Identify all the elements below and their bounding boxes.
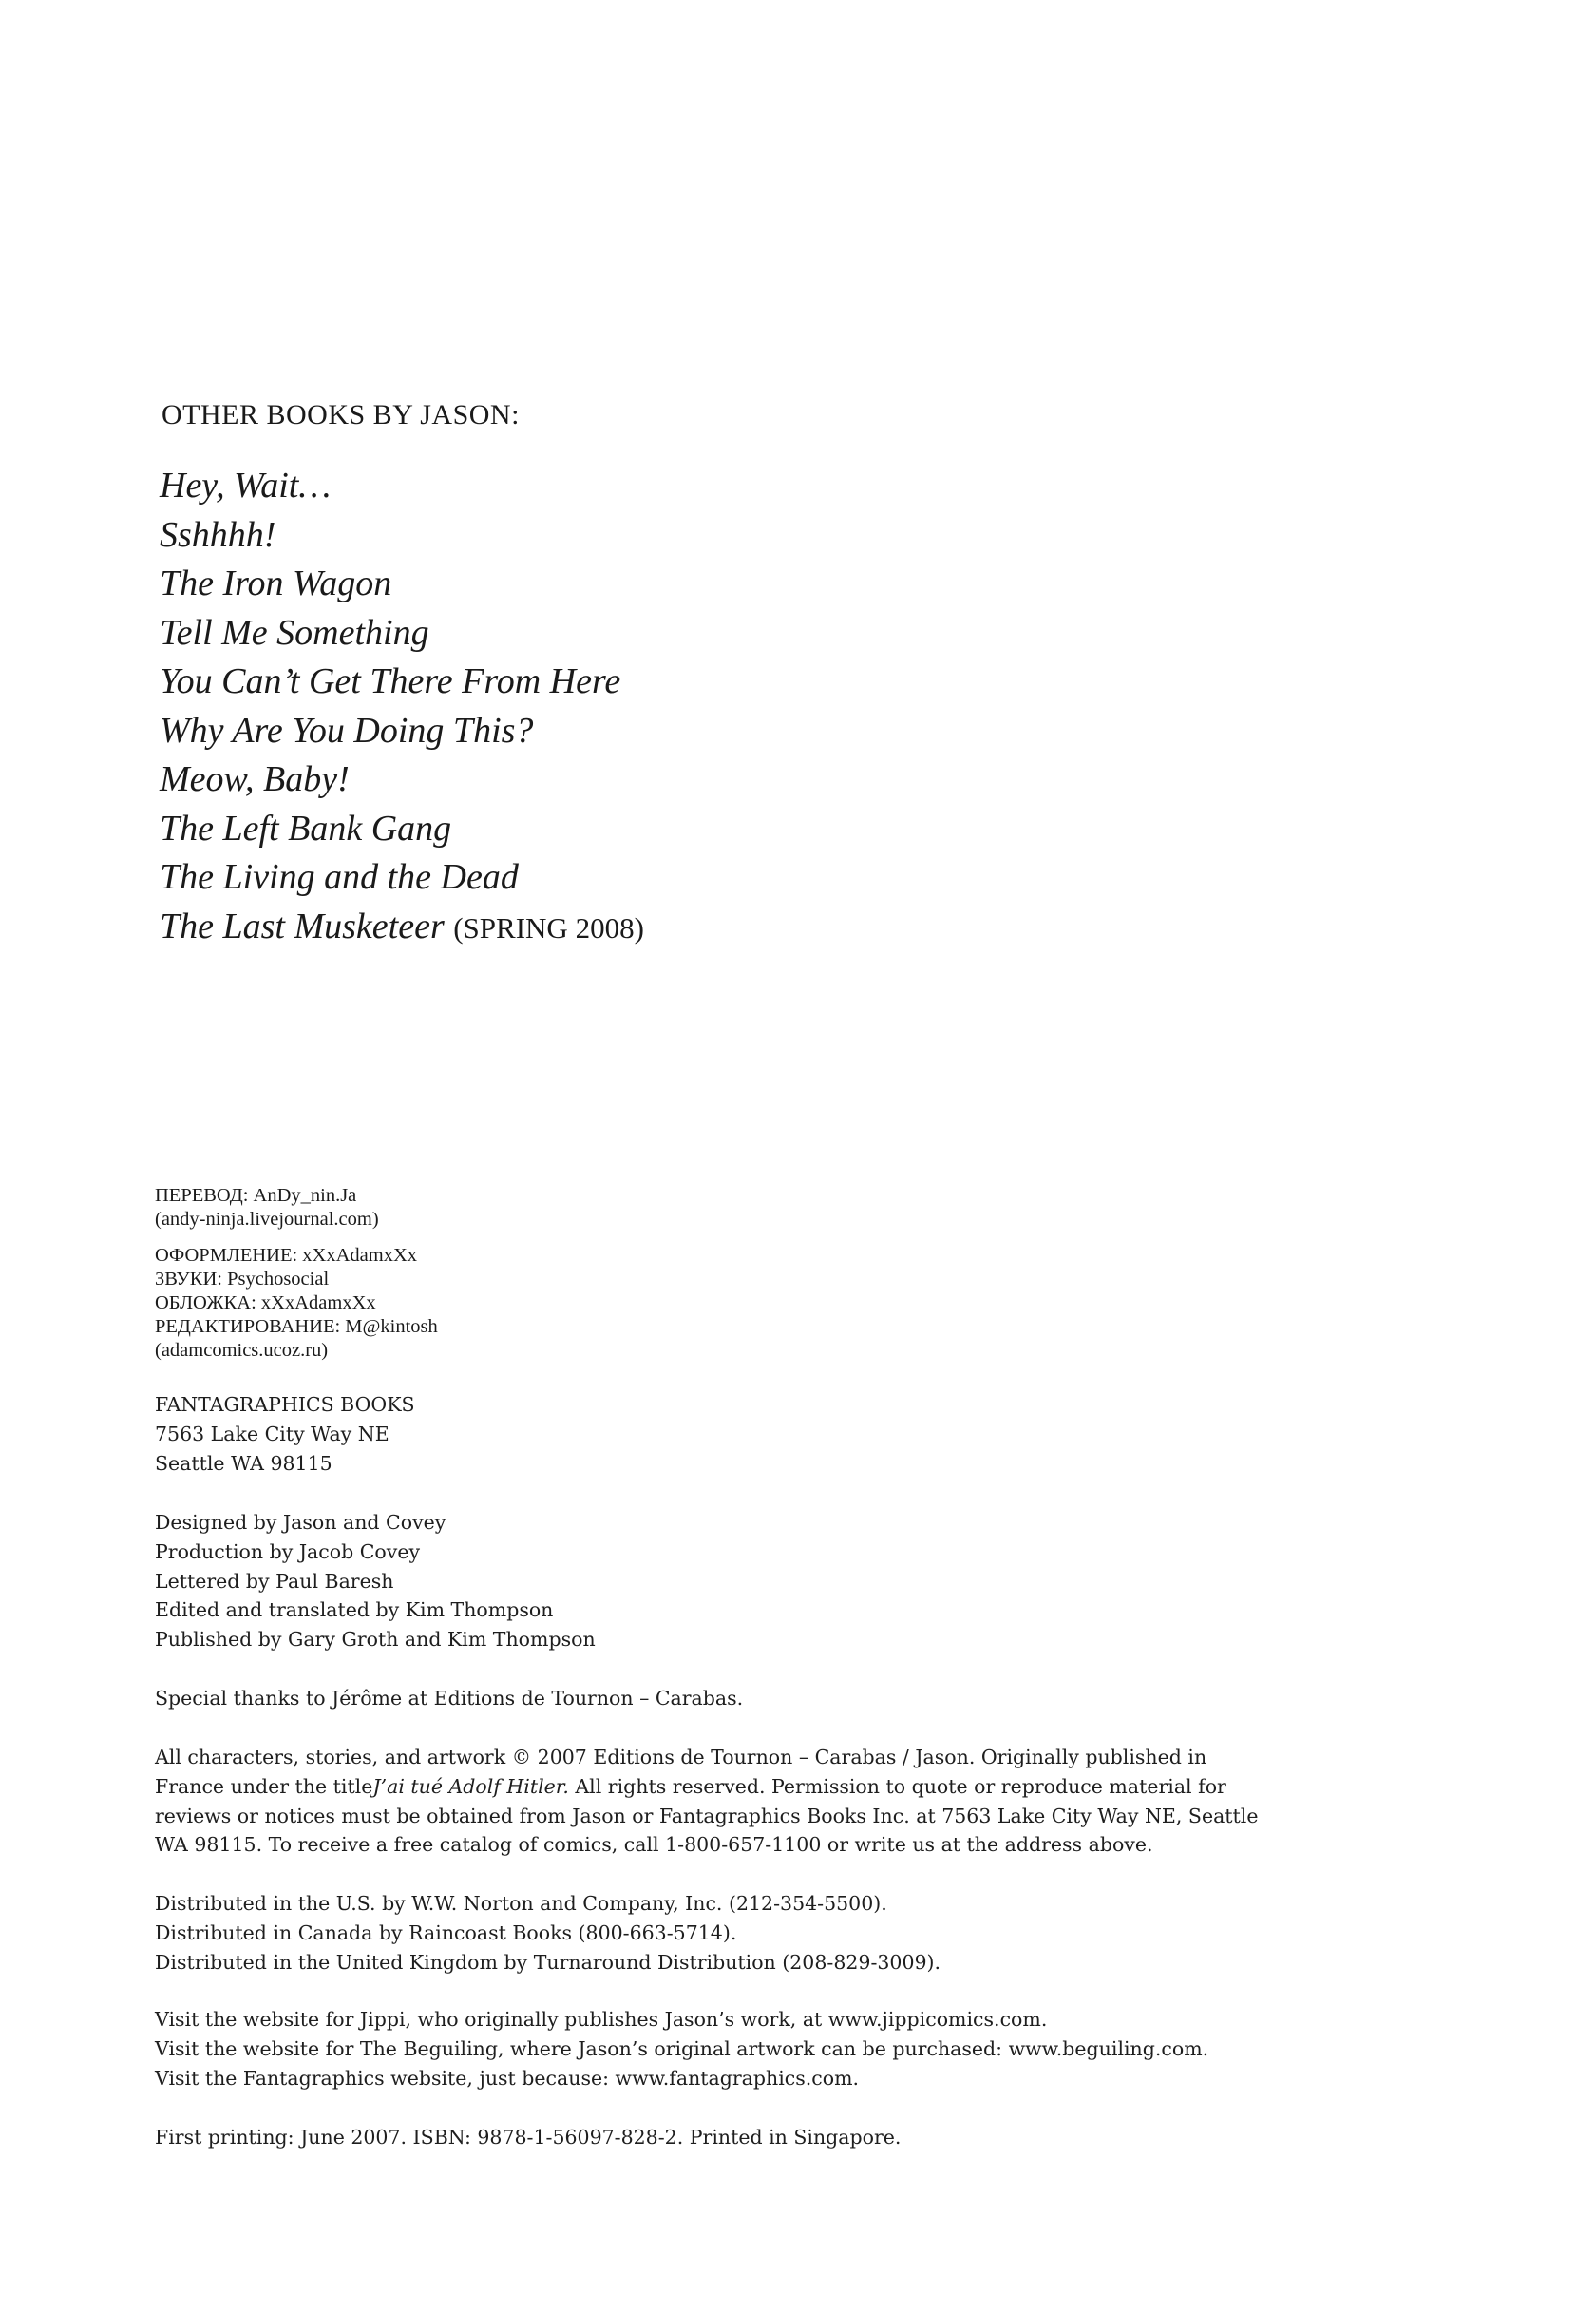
book-title: The Left Bank Gang (160, 808, 452, 849)
rights-text: All rights reserved. Permission to quote or reproduce material for (568, 1774, 1226, 1798)
release-note: (SPRING 2008) (453, 910, 644, 945)
book-title: Tell Me Something (160, 612, 429, 653)
special-thanks (155, 1684, 743, 1713)
rights-notice (155, 1743, 1276, 1860)
credit-line: Designed by Jason and Covey (155, 1511, 446, 1534)
design-credit: ОФОРМЛЕНИЕ: xXxAdamxXx (155, 1245, 418, 1266)
rights-line: reviews or notices must be obtained from Jason or Fantagraphics Books Inc. at 7563 Lake City Way NE, Seattle (155, 1804, 1259, 1827)
credit-line: Lettered by Paul Baresh (155, 1569, 394, 1593)
editing-site: (adamcomics.ucoz.ru) (155, 1340, 329, 1361)
original-title: J’ai tué Adolf Hitler. (372, 1774, 569, 1798)
book-title: Hey, Wait… (160, 466, 332, 506)
credit-line: Edited and translated by Kim Thompson (155, 1598, 554, 1622)
website-info (155, 2005, 1208, 2092)
cover-credit: ОБЛОЖКА: xXxAdamxXx (155, 1292, 376, 1313)
special-thanks-text: Special thanks to Jérôme at Editions de Tournon – Carabas. (155, 1687, 744, 1710)
credit-line: Production by Jacob Covey (155, 1539, 421, 1563)
book-title: Why Are You Doing This? (160, 710, 534, 751)
website-line: Visit the Fantagraphics website, just because: www.fantagraphics.com. (155, 2066, 860, 2090)
publisher-address (155, 1390, 415, 1478)
rights-line: WA 98115. To receive a free catalog of comics, call 1-800-657-1100 or write us at the address above. (155, 1833, 1153, 1857)
rights-text: France under the title (155, 1774, 373, 1798)
book-title: The Last Musketeer (SPRING 2008) (160, 906, 644, 946)
book-title: You Can’t Get There From Here (160, 661, 621, 701)
publisher-name: FANTAGRAPHICS BOOKS (155, 1393, 415, 1416)
translation-credit: ПЕРЕВОД: AnDy_nin.Ja (155, 1185, 357, 1206)
website-line: Visit the website for The Beguiling, where Jason’s original artwork can be purchased: www.beguiling.com. (155, 2036, 1209, 2060)
sounds-credit: ЗВУКИ: Psychosocial (155, 1269, 330, 1290)
translation-site: (andy-ninja.livejournal.com) (155, 1209, 379, 1230)
distribution-line: Distributed in the U.S. by W.W. Norton and Company, Inc. (212-354-5500). (155, 1892, 887, 1915)
book-title: The Iron Wagon (160, 564, 392, 603)
distribution-line: Distributed in Canada by Raincoast Books (800-663-5714). (155, 1920, 737, 1944)
credit-line: Published by Gary Groth and Kim Thompson (155, 1628, 596, 1652)
printing-info (155, 2123, 901, 2152)
distribution-line: Distributed in the United Kingdom by Turnaround Distribution (208-829-3009). (155, 1950, 941, 1974)
editing-credit: РЕДАКТИРОВАНИЕ: M@kintosh (155, 1316, 438, 1337)
book-title: Sshhhh! (160, 514, 276, 555)
book-title: Meow, Baby! (160, 759, 350, 799)
production-credits (155, 1508, 596, 1654)
publisher-street: 7563 Lake City Way NE (155, 1422, 390, 1445)
website-line: Visit the website for Jippi, who originally publishes Jason’s work, at www.jippicomics.com. (155, 2008, 1048, 2031)
publisher-city: Seattle WA 98115 (155, 1451, 332, 1475)
distribution-info (155, 1889, 940, 1977)
translation-credits (155, 1184, 438, 1375)
rights-line (155, 1772, 1276, 1802)
printing-line: First printing: June 2007. ISBN: 9878-1-56097-828-2. Printed in Singapore. (155, 2126, 902, 2149)
book-title: The Living and the Dead (160, 857, 519, 897)
book-list (160, 462, 644, 951)
rights-line: All characters, stories, and artwork © 2007 Editions de Tournon – Carabas / Jason. Originally published in (155, 1746, 1207, 1768)
other-books-heading: OTHER BOOKS BY JASON: (162, 399, 520, 430)
